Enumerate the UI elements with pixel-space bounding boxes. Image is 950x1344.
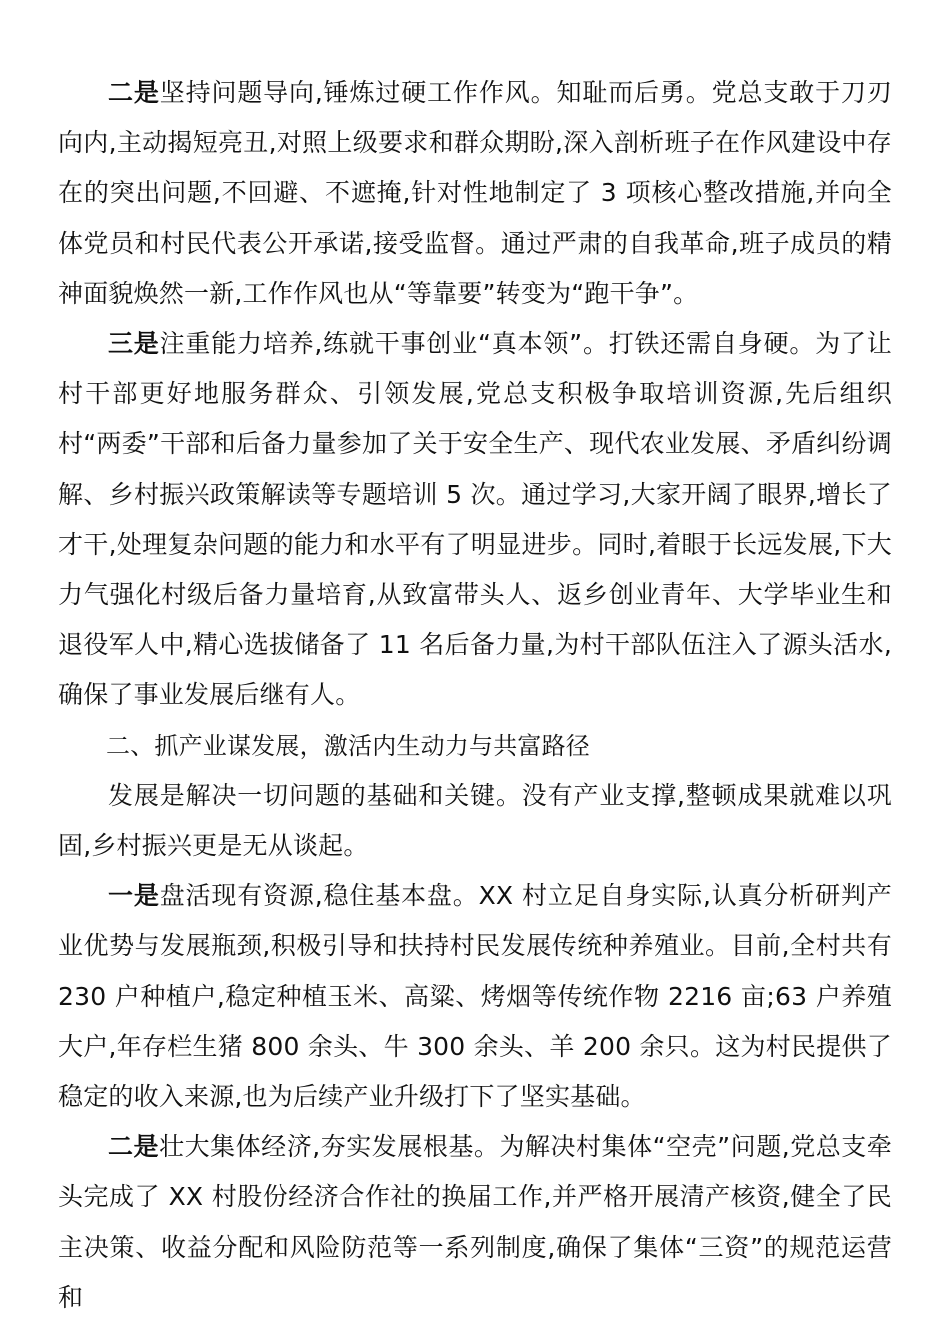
paragraph-existing-resources	[58, 871, 892, 1122]
paragraph-style-improvement	[58, 68, 892, 319]
paragraph-lead: 一是	[108, 881, 160, 911]
paragraph-text: 发展是解决一切问题的基础和关键。没有产业支撑,整顿成果就难以巩固,乡村振兴更是无从谈起。	[58, 780, 892, 861]
paragraph-development-intro	[58, 771, 892, 871]
paragraph-text: 坚持问题导向,锤炼过硬工作作风。知耻而后勇。党总支敢于刀刃向内,主动揭短亮丑,对照上级要求和群众期盼,深入剖析班子在作风建设中存在的突出问题,不回避、不遮掩,针对性地制定了 3 项核心整改措施,并向全体党员和村民代表公开承诺,接受监督。通过严肃的自我革命,班子成员的精神面貌焕然一新,工作作风也从“等靠要”转变为“跑干争”。	[58, 78, 893, 308]
paragraph-lead: 三是	[108, 329, 160, 359]
paragraph-collective-economy	[58, 1122, 892, 1323]
document-page	[58, 68, 892, 1323]
paragraph-lead: 二是	[108, 1132, 160, 1162]
paragraph-text: 注重能力培养,练就干事创业“真本领”。打铁还需自身硬。为了让村干部更好地服务群众、引领发展,党总支积极争取培训资源,先后组织村“两委”干部和后备力量参加了关于安全生产、现代农业发展、矛盾纠纷调解、乡村振兴政策解读等专题培训 5 次。通过学习,大家开阔了眼界,增长了才干,处理复杂问题的能力和水平有了明显进步。同时,着眼于长远发展,下大力气强化村级后备力量培育,从致富带头人、返乡创业青年、大学毕业生和退役军人中,精心选拔储备了 11 名后备力量,为村干部队伍注入了源头活水,确保了事业发展后继有人。	[58, 329, 892, 710]
paragraph-text: 盘活现有资源,稳住基本盘。XX 村立足自身实际,认真分析研判产业优势与发展瓶颈,积极引导和扶持村民发展传统种养殖业。目前,全村共有 230 户种植户,稳定种植玉米、高粱、烤烟等传统作物 2216 亩;63 户养殖大户,年存栏生猪 800 余头、牛 300 余头、羊 200 余只。这为村民提供了稳定的收入来源,也为后续产业升级打下了坚实基础。	[58, 881, 892, 1112]
section-heading: 二、抓产业谋发展，激活内生动力与共富路径	[106, 731, 590, 760]
paragraph-lead: 二是	[108, 78, 160, 107]
paragraph-text: 壮大集体经济,夯实发展根基。为解决村集体“空壳”问题,党总支牵头完成了 XX 村股份经济合作社的换届工作,并严格开展清产核资,健全了民主决策、收益分配和风险防范等一系列制度,确保了集体“三资”的规范运营和	[58, 1132, 892, 1312]
paragraph-capacity-building	[58, 319, 892, 721]
